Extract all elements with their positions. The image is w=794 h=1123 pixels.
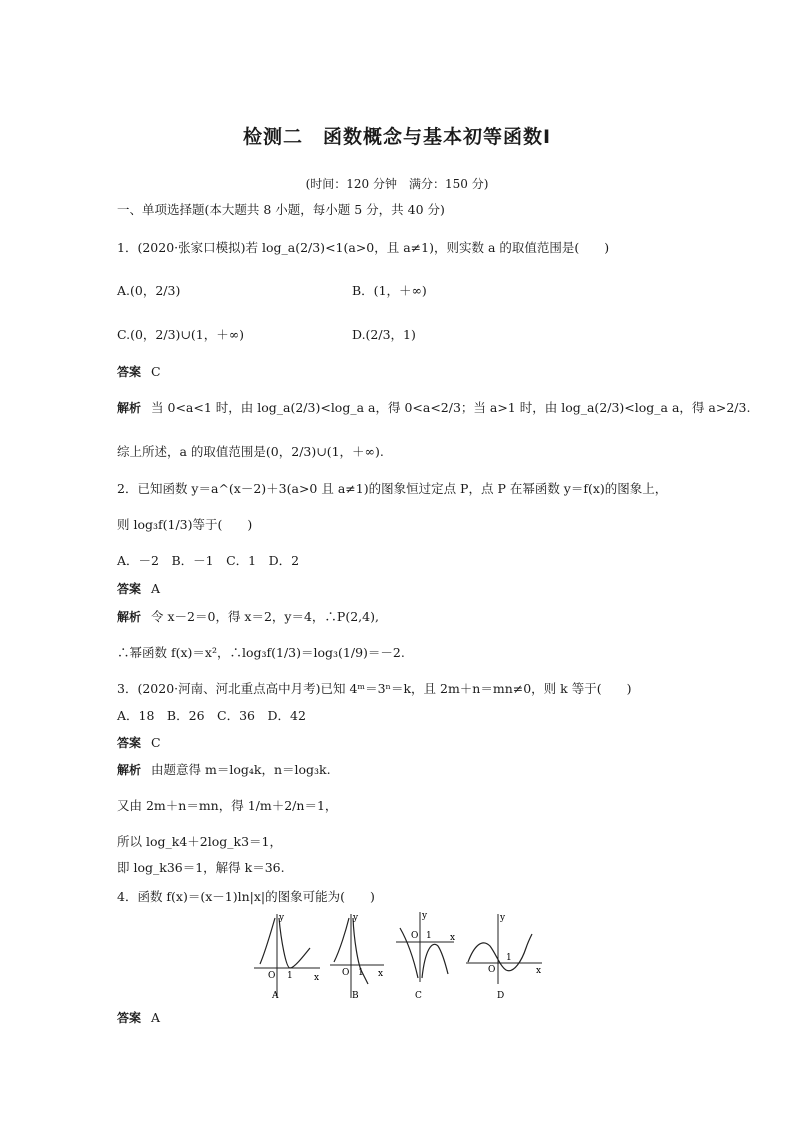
answer-label: 答案 (117, 1011, 142, 1025)
analysis-2-line2: ∴幂函数 f(x)＝x²，∴log₃f(1/3)＝log₃(1/9)＝－2. (117, 645, 405, 660)
analysis-text: 由题意得 m＝log₄k，n＝log₃k. (151, 762, 331, 777)
answer-1 (117, 364, 161, 380)
section-heading: 一、单项选择题(本大题共 8 小题，每小题 5 分，共 40 分) (117, 202, 445, 217)
analysis-3-line3: 所以 log_k4＋2log_k3＝1， (117, 834, 282, 849)
page-title: 检测二 函数概念与基本初等函数Ⅰ (242, 126, 552, 148)
q1-option-c: C.(0，2/3)∪(1，＋∞) (117, 327, 245, 342)
graph-b (326, 910, 386, 1002)
question-2-cont: 则 log₃f(1/3)等于( ) (117, 517, 253, 532)
analysis-3-line4: 即 log_k36＝1，解得 k＝36. (117, 860, 285, 875)
analysis-text: 当 0<a<1 时，由 log_a(2/3)<log_a a，得 0<a<2/3；当 a>1 时，由 log_a(2/3)<log_a a，得 a>2/3. (151, 400, 751, 415)
answer-value: C (151, 735, 161, 750)
y-axis-label: y (279, 913, 285, 923)
q1-option-b: B．(1，＋∞) (352, 283, 427, 298)
answer-value: C (151, 364, 161, 379)
tick-1-label: 1 (287, 971, 293, 981)
question-4: 4．函数 f(x)＝(x－1)ln|x|的图象可能为( ) (117, 889, 375, 904)
analysis-text: 令 x－2＝0，得 x＝2，y＝4，∴P(2,4), (151, 609, 379, 624)
analysis-label: 解析 (117, 763, 142, 777)
graph-c-label: C (415, 991, 422, 1001)
analysis-1-summary: 综上所述，a 的取值范围是(0，2/3)∪(1，＋∞). (117, 444, 384, 459)
exam-info: (时间：120 分钟 满分：150 分) (305, 177, 489, 191)
origin-label: O (488, 965, 496, 975)
analysis-3-line2: 又由 2m＋n＝mn，得 1/m＋2/n＝1， (117, 798, 338, 813)
analysis-1 (117, 400, 750, 416)
analysis-label: 解析 (117, 610, 142, 624)
q1-option-d: D.(2/3，1) (352, 327, 416, 342)
tick-1-label: 1 (506, 953, 512, 963)
q2-options: A．－2 B．－1 C．1 D．2 (117, 553, 300, 568)
y-axis-label: y (500, 913, 506, 923)
answer-4 (117, 1010, 160, 1026)
graph-a-label: A (272, 991, 279, 1001)
answer-label: 答案 (117, 365, 142, 379)
analysis-3 (117, 762, 331, 778)
origin-label: O (411, 931, 419, 941)
x-axis-label: x (450, 933, 456, 943)
origin-label: O (268, 971, 276, 981)
tick-1-label: 1 (358, 968, 364, 978)
question-2: 2．已知函数 y＝a^(x－2)＋3(a>0 且 a≠1)的图象恒过定点 P，点 P 在幂函数 y＝f(x)的图象上， (117, 481, 668, 496)
answer-value: A (151, 581, 161, 596)
graph-d (462, 910, 546, 1002)
q3-options: A．18 B．26 C．36 D．42 (117, 708, 306, 723)
analysis-label: 解析 (117, 401, 142, 415)
y-axis-label: y (353, 913, 359, 923)
q1-option-a: A.(0，2/3) (117, 283, 181, 298)
question-1: 1．(2020·张家口模拟)若 log_a(2/3)<1(a>0，且 a≠1)，则实数 a 的取值范围是( ) (117, 240, 610, 255)
answer-value: A (151, 1010, 161, 1025)
graph-b-label: B (352, 991, 359, 1001)
graph-a (250, 910, 322, 1002)
x-axis-label: x (536, 966, 542, 976)
answer-label: 答案 (117, 582, 142, 596)
x-axis-label: x (378, 969, 384, 979)
tick-1-label: 1 (426, 931, 432, 941)
graph-c (392, 910, 464, 1002)
origin-label: O (342, 968, 350, 978)
y-axis-label: y (422, 911, 428, 921)
answer-3 (117, 735, 161, 751)
answer-label: 答案 (117, 736, 142, 750)
graph-d-label: D (497, 991, 505, 1001)
analysis-2 (117, 609, 379, 625)
x-axis-label: x (314, 973, 320, 983)
answer-2 (117, 581, 160, 597)
question-3: 3．(2020·河南、河北重点高中月考)已知 4ᵐ＝3ⁿ＝k，且 2m＋n＝mn≠0，则 k 等于( ) (117, 681, 632, 696)
